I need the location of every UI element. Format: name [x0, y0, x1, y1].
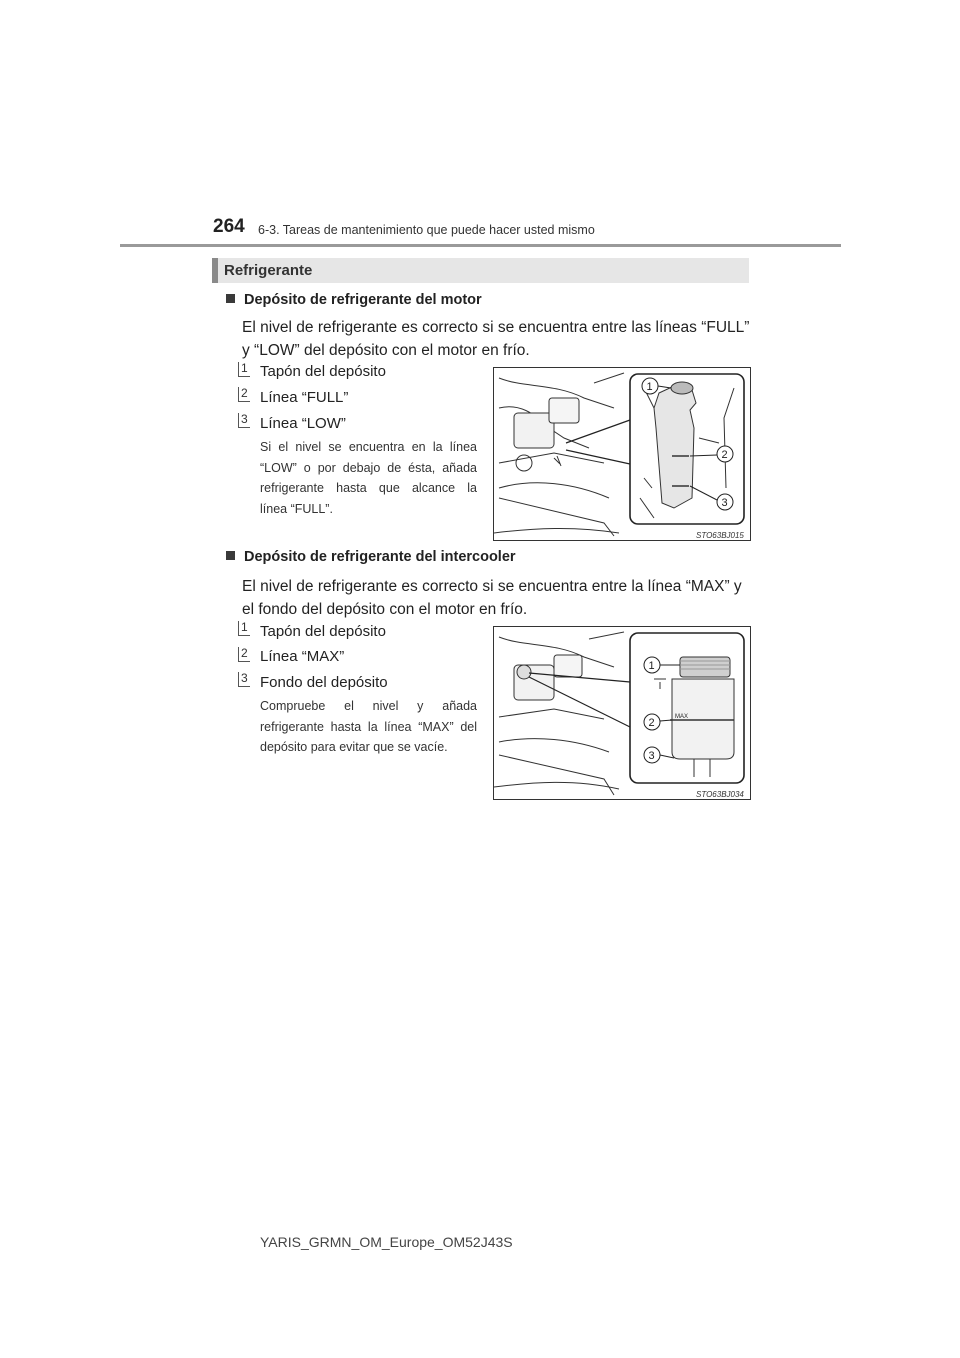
figure-code: STO63BJ015 — [696, 531, 744, 540]
intercooler-reservoir-figure — [493, 626, 751, 800]
callout-1: 1 — [646, 381, 653, 393]
engine-item-1-label: Tapón del depósito — [260, 363, 386, 380]
page-number: 264 — [213, 216, 245, 237]
engine-reservoir-heading-text: Depósito de refrigerante del motor — [244, 292, 482, 308]
section-accent — [212, 258, 218, 283]
engine-reservoir-note: Si el nivel se encuentra en la línea “LOW” o por debajo de ésta, añada refrigerante hasta que alcance la línea “FULL”. — [260, 440, 477, 516]
item-number-badge: 3 — [238, 671, 252, 687]
intercooler-reservoir-heading — [226, 549, 516, 565]
engine-reservoir-figure — [493, 367, 751, 541]
item-number-badge: 1 — [238, 361, 252, 377]
intercooler-reservoir-paragraph-line1: El nivel de refrigerante es correcto si se encuentra entre la línea “MAX” y — [242, 578, 742, 595]
item-number-badge: 3 — [238, 412, 252, 428]
intercooler-bay-illustration — [494, 627, 750, 799]
engine-reservoir-paragraph-line2: y “LOW” del depósito con el motor en frío. — [242, 342, 530, 359]
callout-3: 3 — [721, 497, 728, 509]
intercooler-item-3-label: Fondo del depósito — [260, 674, 388, 691]
section-header — [212, 258, 749, 283]
figure-code: STO63BJ034 — [696, 790, 744, 799]
chapter-title: 6-3. Tareas de mantenimiento que puede hacer usted mismo — [258, 223, 595, 237]
engine-reservoir-heading — [226, 292, 482, 308]
item-number-badge: 2 — [238, 646, 252, 662]
callout-1: 1 — [648, 660, 655, 672]
callout-2: 2 — [648, 717, 655, 729]
intercooler-reservoir-paragraph-line2: el fondo del depósito con el motor en frío. — [242, 601, 528, 618]
header-divider — [120, 244, 841, 247]
engine-item-2-label: Línea “FULL” — [260, 389, 349, 406]
intercooler-reservoir-note: Compruebe el nivel y añada refrigerante hasta la línea “MAX” del depósito para evitar que se vacíe. — [260, 699, 477, 754]
engine-item-3-label: Línea “LOW” — [260, 415, 346, 432]
callout-2: 2 — [721, 449, 728, 461]
item-number-badge: 2 — [238, 386, 252, 402]
callout-3: 3 — [648, 750, 655, 762]
section-title: Refrigerante — [224, 262, 313, 279]
engine-reservoir-paragraph-line1: El nivel de refrigerante es correcto si se encuentra entre las líneas “FULL” — [242, 319, 750, 336]
intercooler-item-1-label: Tapón del depósito — [260, 623, 386, 640]
engine-bay-illustration — [494, 368, 750, 540]
document-footer: YARIS_GRMN_OM_Europe_OM52J43S — [260, 1234, 513, 1250]
intercooler-reservoir-heading-text: Depósito de refrigerante del intercooler — [244, 549, 516, 565]
intercooler-item-2-label: Línea “MAX” — [260, 648, 345, 665]
bullet-square-icon — [226, 294, 235, 303]
bullet-square-icon — [226, 551, 235, 560]
max-mark: MAX — [675, 714, 689, 720]
item-number-badge: 1 — [238, 620, 252, 636]
